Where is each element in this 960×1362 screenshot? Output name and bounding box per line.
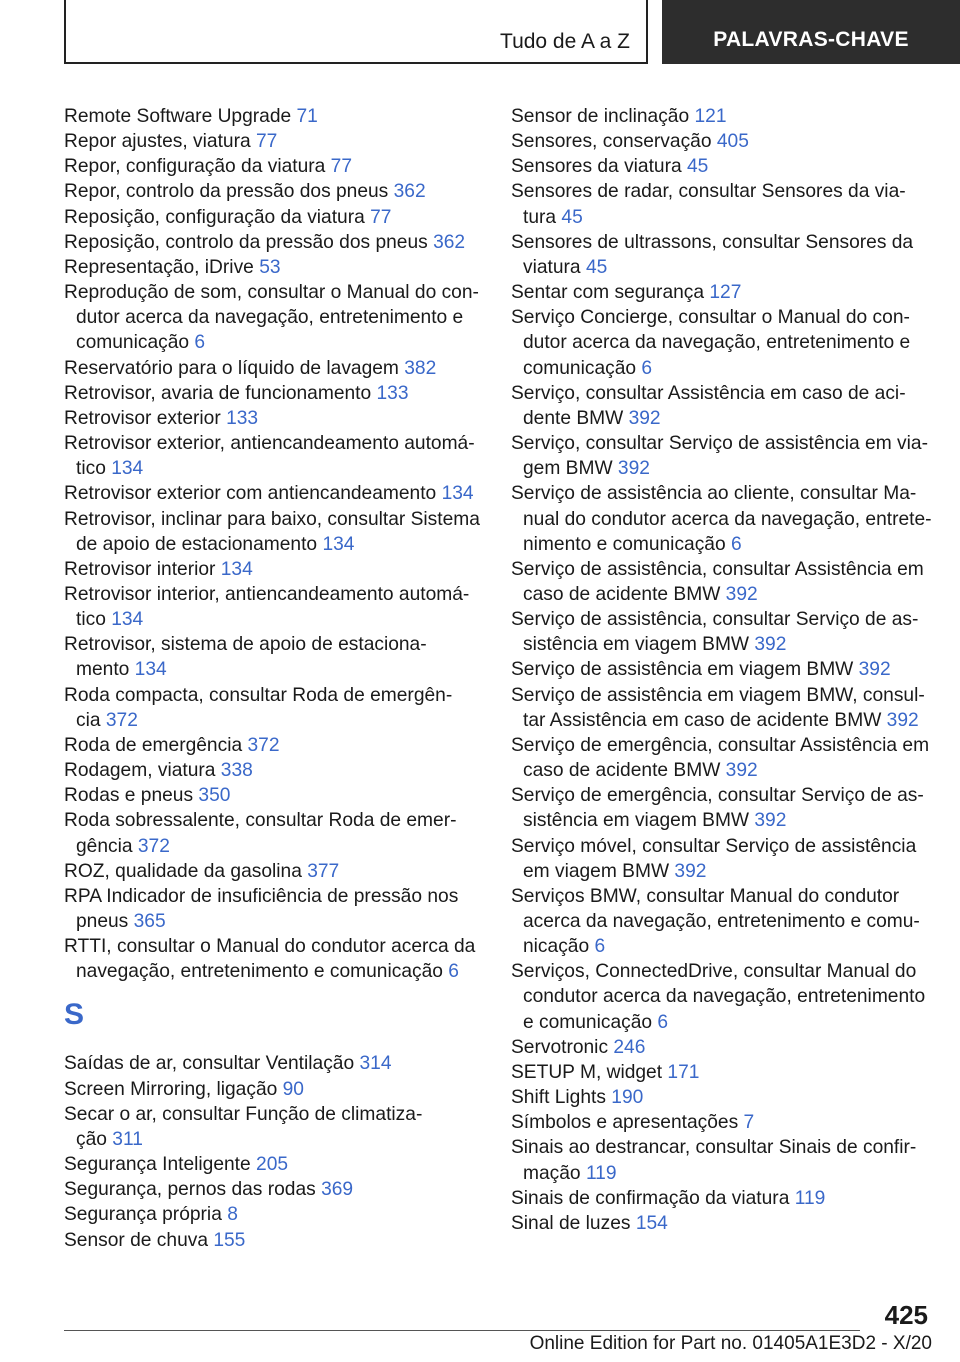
- index-entry: [64, 783, 484, 808]
- index-entry: [511, 1110, 931, 1135]
- section-letter: S: [64, 998, 85, 1032]
- index-entry-text: Repor ajustes, viatura: [64, 131, 251, 153]
- page-reference-link[interactable]: 171: [667, 1061, 700, 1083]
- page-number: 425: [884, 1300, 928, 1330]
- index-entry-text: Sensores de ultrassons, consultar Sensores da: [511, 231, 914, 253]
- page-reference-link[interactable]: 119: [585, 1162, 617, 1184]
- page-reference-link[interactable]: 246: [613, 1036, 646, 1058]
- index-entry: [511, 884, 931, 959]
- index-entry-text: condutor acerca da navegação, entretenimento: [523, 986, 926, 1008]
- index-entry-text: Roda de emergência: [64, 734, 243, 756]
- index-entry-text: Retrovisor, sistema de apoio de estaciona-: [64, 634, 427, 656]
- page-reference-link[interactable]: 90: [282, 1078, 304, 1100]
- index-entry-text: Retrovisor exterior: [64, 407, 221, 429]
- index-entry-text: dutor acerca da navegação, entretenimento e: [76, 307, 464, 329]
- index-entry-text: tar Assistência em caso de acidente BMW: [523, 709, 882, 731]
- index-entry-text: Repor, controlo da pressão dos pneus: [64, 181, 389, 203]
- index-entry: [64, 758, 484, 783]
- index-entry: [64, 154, 484, 179]
- index-entry-text: comunicação: [523, 357, 637, 379]
- page-reference-link[interactable]: 392: [674, 860, 707, 882]
- page-reference-link[interactable]: 45: [687, 156, 709, 178]
- page-reference-link[interactable]: 362: [433, 231, 466, 253]
- page-reference-link[interactable]: 134: [111, 609, 144, 631]
- index-entry-text: Shift Lights: [511, 1087, 606, 1109]
- page-reference-link[interactable]: 392: [754, 810, 787, 832]
- index-entry-text: Repor, configuração da viatura: [64, 156, 326, 178]
- page-reference-link[interactable]: 134: [322, 533, 355, 555]
- index-entry-text: Segurança, pernos das rodas: [64, 1179, 316, 1201]
- index-entry-text: Reposição, controlo da pressão dos pneus: [64, 231, 428, 253]
- index-entry-text: Roda compacta, consultar Roda de emergên-: [64, 684, 453, 706]
- index-entry: [64, 381, 484, 406]
- index-entry-text: em viagem BMW: [523, 860, 670, 882]
- index-entry: [511, 431, 931, 481]
- index-entry: [511, 381, 931, 431]
- index-entry-text: viatura: [523, 256, 581, 278]
- index-entry: [64, 1077, 484, 1102]
- page-reference-link[interactable]: 119: [794, 1187, 826, 1209]
- index-entry: [511, 783, 931, 833]
- index-entry-text: Símbolos e apresentações: [511, 1112, 739, 1134]
- index-entry-text: comunicação: [76, 332, 190, 354]
- page-reference-link[interactable]: 405: [716, 131, 749, 153]
- page-reference-link[interactable]: 133: [226, 407, 259, 429]
- index-entry-text: cia: [76, 709, 101, 731]
- page-reference-link[interactable]: 392: [754, 634, 787, 656]
- index-entry-text: Screen Mirroring, ligação: [64, 1078, 278, 1100]
- page-reference-link[interactable]: 6: [641, 357, 653, 379]
- index-entry-text: Retrovisor interior: [64, 558, 216, 580]
- index-entry-text: Remote Software Upgrade: [64, 106, 292, 127]
- index-entry-text: Serviço de emergência, consultar Serviço de as-: [511, 785, 924, 807]
- page-reference-link[interactable]: 392: [886, 709, 919, 731]
- index-entry-text: Servotronic: [511, 1036, 609, 1058]
- index-entry-text: Serviço, consultar Serviço de assistência em via-: [511, 433, 928, 455]
- index-entry-text: Saídas de ar, consultar Ventilação: [64, 1053, 355, 1075]
- page-reference-link[interactable]: 7: [743, 1112, 755, 1134]
- page-reference-link[interactable]: 53: [259, 256, 281, 278]
- index-entry: [64, 179, 484, 204]
- index-entry: [511, 959, 931, 1034]
- index-entry-text: Sinais ao destrancar, consultar Sinais de confir-: [511, 1137, 917, 1159]
- index-entry-text: gência: [76, 835, 133, 857]
- index-entry-text: Sensor de chuva: [64, 1229, 208, 1251]
- page-reference-link[interactable]: 362: [393, 181, 426, 203]
- index-entry-text: acerca da navegação, entretenimento e comu-: [523, 911, 920, 932]
- index-entry-text: Retrovisor, inclinar para baixo, consultar Sistema: [64, 508, 480, 530]
- page-reference-link[interactable]: 154: [635, 1212, 668, 1234]
- index-entry-text: dente BMW: [523, 407, 624, 429]
- page-reference-link[interactable]: 377: [307, 860, 340, 882]
- page-reference-link[interactable]: 372: [137, 835, 170, 857]
- index-entry-text: Reprodução de som, consultar o Manual do con-: [64, 282, 479, 304]
- index-entry-text: Serviço Concierge, consultar o Manual do con-: [511, 307, 910, 329]
- index-entry-text: Sensor de inclinação: [511, 106, 690, 127]
- index-entry: [511, 179, 931, 229]
- index-entry-text: Serviços, ConnectedDrive, consultar Manual do: [511, 961, 917, 983]
- index-entry-text: gem BMW: [523, 458, 613, 480]
- index-entry: [511, 1186, 931, 1211]
- page-reference-link[interactable]: 369: [321, 1179, 354, 1201]
- index-entry: [64, 934, 484, 984]
- index-entry: [64, 884, 484, 934]
- page-reference-link[interactable]: 8: [227, 1204, 238, 1226]
- index-entry-text: Segurança Inteligente: [64, 1154, 251, 1176]
- index-entry-text: SETUP M, widget: [511, 1061, 663, 1083]
- page-reference-link[interactable]: 77: [370, 206, 392, 228]
- page-reference-link[interactable]: 71: [296, 106, 318, 127]
- index-entry-text: de apoio de estacionamento: [76, 533, 318, 555]
- index-entry: [64, 859, 484, 884]
- index-entry: [511, 1060, 931, 1085]
- index-entry-text: Serviço, consultar Assistência em caso de aci-: [511, 382, 906, 404]
- index-entry: [64, 104, 484, 129]
- index-entry-text: tico: [76, 458, 106, 480]
- index-entry: [64, 1202, 484, 1227]
- index-entry: [511, 481, 931, 556]
- index-entry-text: Serviço de emergência, consultar Assistência em: [511, 734, 930, 756]
- page-reference-link[interactable]: 77: [255, 131, 278, 153]
- page-reference-link[interactable]: 392: [858, 659, 891, 681]
- index-entry: [511, 683, 931, 733]
- index-entry-text: Retrovisor exterior, antiencandeamento automá-: [64, 433, 475, 455]
- index-entry: [511, 733, 931, 783]
- page-reference-link[interactable]: 134: [134, 659, 167, 681]
- index-entry-text: Representação, iDrive: [64, 256, 254, 278]
- footer-divider: [64, 1330, 860, 1331]
- index-entry-text: RPA Indicador de insuficiência de pressão nos: [64, 885, 459, 907]
- index-entry-text: Retrovisor interior, antiencandeamento automá-: [64, 583, 470, 605]
- page-reference-link[interactable]: 6: [594, 936, 606, 958]
- index-entry-text: Rodas e pneus: [64, 785, 194, 807]
- index-entry-text: Retrovisor exterior com antiencandeamento: [64, 483, 437, 505]
- page-reference-link[interactable]: 6: [194, 332, 206, 354]
- index-entry-text: Serviços BMW, consultar Manual do condutor: [511, 885, 900, 907]
- index-entry: [64, 431, 484, 481]
- page-reference-link[interactable]: 392: [628, 407, 661, 429]
- index-entry: [511, 657, 931, 682]
- index-entry-text: Serviço de assistência em viagem BMW, consul-: [511, 684, 925, 706]
- index-entry-text: Serviço de assistência ao cliente, consultar Ma-: [511, 483, 917, 505]
- index-entry-text: nimento e comunicação: [523, 533, 726, 555]
- index-entry-text: Sensores, conservação: [511, 131, 712, 153]
- index-entry: [511, 154, 931, 179]
- page-reference-link[interactable]: 6: [657, 1011, 669, 1033]
- index-list-s-continued: [511, 104, 931, 1236]
- index-entry: [511, 607, 931, 657]
- index-entry: [511, 129, 931, 154]
- page-reference-link[interactable]: 6: [448, 961, 459, 983]
- page-reference-link[interactable]: 134: [441, 483, 474, 505]
- index-entry-text: nual do condutor acerca da navegação, entrete-: [523, 508, 932, 530]
- page-reference-link[interactable]: 190: [611, 1087, 644, 1109]
- page-reference-link[interactable]: 45: [585, 256, 608, 278]
- index-entry: [64, 129, 484, 154]
- index-entry-text: caso de acidente BMW: [523, 583, 721, 605]
- index-entry: [64, 356, 484, 381]
- index-entry-text: Segurança própria: [64, 1204, 222, 1226]
- page-reference-link[interactable]: 134: [111, 458, 144, 480]
- index-entry-text: e comunicação: [523, 1011, 653, 1033]
- page-reference-link[interactable]: 372: [247, 734, 280, 756]
- page-reference-link[interactable]: 127: [709, 282, 742, 304]
- index-entry-text: mação: [523, 1162, 581, 1184]
- index-entry-text: Sensores da viatura: [511, 156, 682, 178]
- index-entry-text: Serviço de assistência em viagem BMW: [511, 659, 854, 681]
- index-entry-text: Sinais de confirmação da viatura: [511, 1187, 790, 1209]
- index-entry: [64, 1152, 484, 1177]
- index-list-s: [64, 1051, 484, 1252]
- index-entry: [64, 1177, 484, 1202]
- index-entry: [64, 255, 484, 280]
- index-entry: [511, 104, 931, 129]
- page-reference-link[interactable]: 372: [105, 709, 138, 731]
- index-entry-text: sistência em viagem BMW: [523, 634, 750, 656]
- index-entry-text: dutor acerca da navegação, entretenimento e: [523, 332, 911, 354]
- footer-edition: Online Edition for Part no. 01405A1E3D2 - X/20: [529, 1333, 932, 1354]
- index-entry: [511, 280, 931, 305]
- index-entry-text: Serviço de assistência, consultar Serviço de as-: [511, 609, 919, 631]
- index-entry-text: pneus: [76, 911, 129, 932]
- index-entry-text: Serviço móvel, consultar Serviço de assistência: [511, 835, 917, 857]
- index-entry-text: caso de acidente BMW: [523, 760, 721, 782]
- index-entry: [64, 632, 484, 682]
- page-reference-link[interactable]: 365: [133, 911, 166, 932]
- index-entry-text: nicação: [523, 936, 590, 958]
- page-reference-link[interactable]: 134: [220, 558, 253, 580]
- index-entry: [511, 557, 931, 607]
- page-reference-link[interactable]: 392: [617, 458, 650, 480]
- index-entry: [64, 481, 484, 506]
- index-entry: [64, 1228, 484, 1253]
- index-entry-text: Roda sobressalente, consultar Roda de emer-: [64, 810, 457, 832]
- index-entry-text: ROZ, qualidade da gasolina: [64, 860, 302, 882]
- index-entry-text: Reposição, configuração da viatura: [64, 206, 365, 228]
- index-entry: [511, 1035, 931, 1060]
- index-entry: [64, 1102, 484, 1152]
- page-reference-link[interactable]: 311: [112, 1128, 143, 1150]
- index-entry-text: Secar o ar, consultar Função de climatiza-: [64, 1103, 423, 1125]
- index-entry: [511, 230, 931, 280]
- page-reference-link[interactable]: 45: [561, 206, 583, 228]
- index-entry-text: tico: [76, 609, 106, 631]
- index-entry: [64, 582, 484, 632]
- page-reference-link[interactable]: 314: [359, 1053, 392, 1075]
- index-entry: [64, 808, 484, 858]
- index-entry-text: ção: [76, 1128, 107, 1150]
- index-entry: [64, 230, 484, 255]
- index-column-right: [511, 104, 931, 1236]
- page-reference-link[interactable]: 6: [731, 533, 742, 555]
- index-column-left: [64, 104, 484, 1253]
- index-entry: [511, 1135, 931, 1185]
- page-reference-link[interactable]: 392: [725, 760, 758, 782]
- index-entry: [64, 507, 484, 557]
- index-entry: [511, 1211, 931, 1236]
- index-entry: [64, 557, 484, 582]
- index-entry-text: Sinal de luzes: [511, 1212, 631, 1234]
- index-entry: [64, 733, 484, 758]
- page-reference-link[interactable]: 205: [256, 1154, 289, 1176]
- index-entry: [64, 280, 484, 355]
- page-reference-link[interactable]: 350: [198, 785, 231, 807]
- page-reference-link[interactable]: 392: [725, 583, 758, 605]
- index-entry: [64, 205, 484, 230]
- page-reference-link[interactable]: 338: [220, 760, 253, 782]
- index-entry-text: navegação, entretenimento e comunicação: [76, 961, 443, 983]
- index-entry-text: mento: [76, 659, 130, 681]
- index-entry-text: RTTI, consultar o Manual do condutor acerca da: [64, 936, 476, 958]
- index-entry-text: Rodagem, viatura: [64, 760, 216, 782]
- section-title: Tudo de A a Z: [500, 30, 630, 53]
- index-list-r: [64, 104, 484, 984]
- page-reference-link[interactable]: 382: [404, 357, 437, 379]
- index-entry: [511, 1085, 931, 1110]
- page-reference-link[interactable]: 155: [213, 1229, 246, 1251]
- index-entry-text: Serviço de assistência, consultar Assistência em: [511, 558, 924, 580]
- page-reference-link[interactable]: 133: [376, 382, 409, 404]
- index-entry-text: tura: [523, 206, 557, 228]
- index-entry: [511, 834, 931, 884]
- index-entry: [64, 683, 484, 733]
- index-entry: [64, 1051, 484, 1076]
- index-entry-text: Reservatório para o líquido de lavagem: [64, 357, 399, 379]
- index-entry: [64, 406, 484, 431]
- chapter-tab: PALAVRAS-CHAVE: [662, 0, 960, 64]
- index-entry-text: sistência em viagem BMW: [523, 810, 750, 832]
- index-entry-text: Sentar com segurança: [511, 282, 705, 304]
- index-entry-text: Sensores de radar, consultar Sensores da via-: [511, 181, 906, 203]
- index-entry-text: Retrovisor, avaria de funcionamento: [64, 382, 372, 404]
- page-reference-link[interactable]: 121: [694, 106, 727, 127]
- index-entry: [511, 305, 931, 380]
- page-reference-link[interactable]: 77: [330, 156, 353, 178]
